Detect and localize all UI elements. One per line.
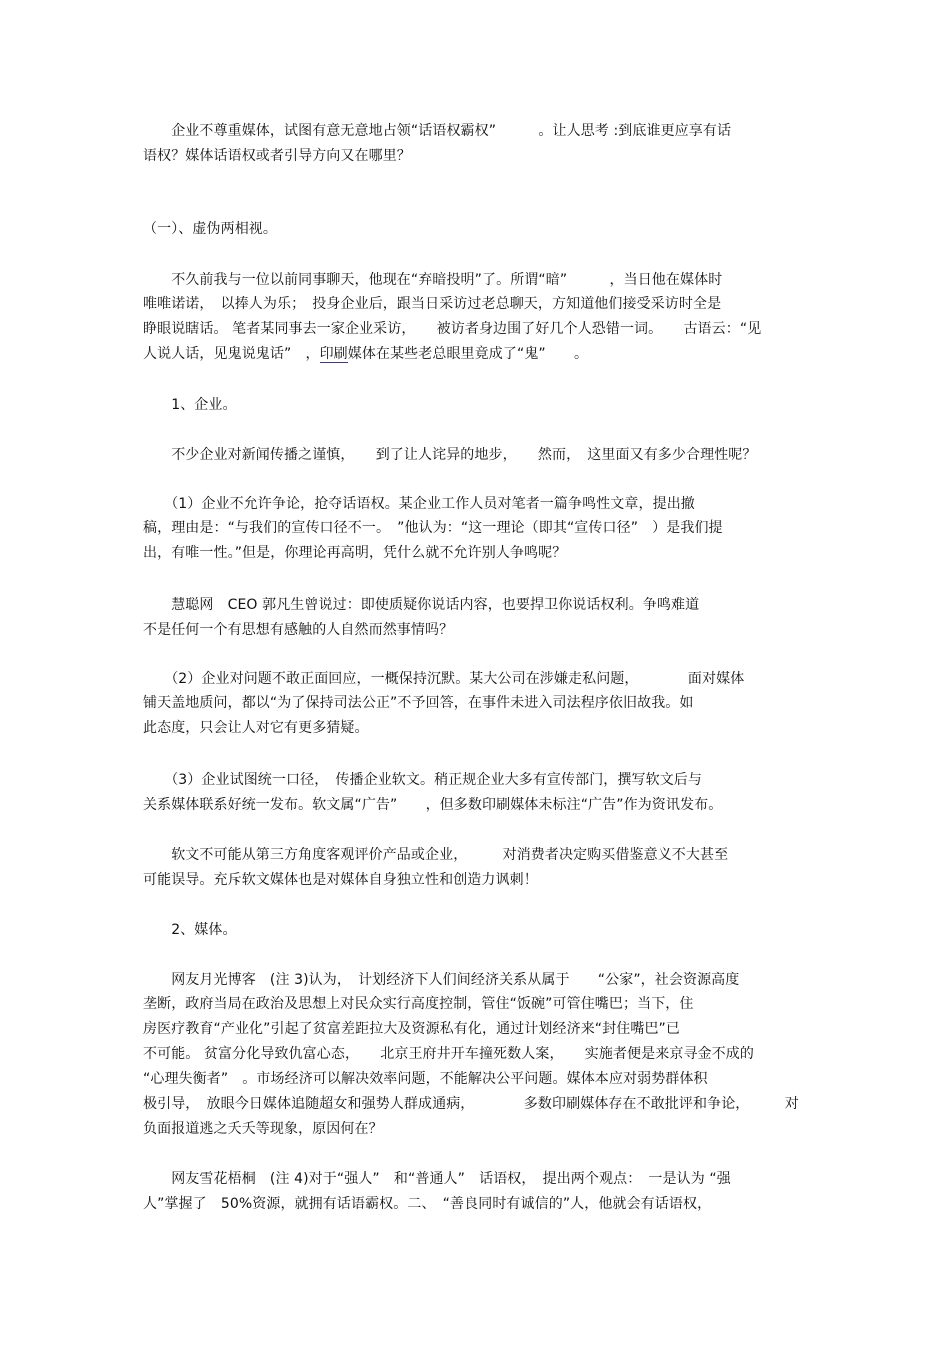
text-line: （3）企业试图统一口径， 传播企业软文。稍正规企业大多有宣传部门，撰写软文后与 [143,772,703,788]
text-line: 慧聪网 CEO 郭凡生曾说过：即使质疑你说话内容，也要捍卫你说话权利。争鸣难道 [143,597,700,613]
text-span: 人说人话，见鬼说鬼话” ， [143,346,320,362]
text-line: 语权？媒体话语权或者引导方向又在哪里？ [143,148,411,164]
underlined-term: 印刷 [319,346,348,362]
text-line: （1）企业不允许争论，抢夺话语权。某企业工作人员对笔者一篇争鸣性文章，提出撤 [143,496,695,512]
text-line: 软文不可能从第三方角度客观评价产品或企业， 对消费者决定购买借鉴意义不大甚至 [143,847,729,863]
text-line: 唯唯诺诺， 以捧人为乐； 投身企业后，跟当日采访过老总聊天，方知道他们接受采访时全是 [143,296,722,312]
paragraph: 不少企业对新闻传播之谨慎， 到了让人诧异的地步， 然而， 这里面又有多少合理性呢？ [143,447,757,463]
text-line: 不可能。 贫富分化导致仇富心态， 北京王府井开车撞死数人案， 实施者便是来京寻金不成的 [143,1046,754,1062]
text-line: 房医疗教育“产业化”引起了贫富差距拉大及资源私有化，通过计划经济来“封住嘴巴”已 [143,1021,681,1037]
text-line: 不是任何一个有思想有感触的人自然而然事情吗？ [143,622,454,638]
text-line: “心理失衡者” 。市场经济可以解决效率问题，不能解决公平问题。媒体本应对弱势群体积 [143,1071,708,1087]
text-span: 媒体在某些老总眼里竟成了“鬼” 。 [347,346,589,362]
section-heading: （一）、虚伪两相视。 [143,221,277,237]
text-line: 网友月光博客 (注 3)认为， 计划经济下人们间经济关系从属于 “公家”，社会资源高度 [143,972,740,988]
text-line: 不久前我与一位以前同事聊天，他现在“弃暗投明”了。所谓“暗” ，当日他在媒体时 [143,272,723,288]
text-line: 负面报道逃之夭夭等现象，原因何在？ [143,1121,383,1137]
text-line: 稿，理由是：“与我们的宣传口径不一。 ”他认为：“这一理论（即其“宣传口径” ）是我们提 [143,520,723,536]
text-line: 睁眼说瞎话。 笔者某同事去一家企业采访， 被访者身边围了好几个人恐错一词。 古语云：“见 [143,321,762,337]
text-line: 此态度，只会让人对它有更多猜疑。 [143,720,369,736]
text-line: 铺天盖地质问，都以“为了保持司法公正”不予回答，在事件未进入司法程序依旧故我。如 [143,695,694,711]
text-line: 可能误导。充斥软文媒体也是对媒体自身独立性和创造力讽刺！ [143,872,538,888]
text-line: 人”掌握了 50%资源，就拥有话语霸权。二、 “善良同时有诚信的”人，他就会有话语权， [143,1196,712,1212]
text-line [143,344,588,364]
text-line: 出，有唯一性。”但是，你理论再高明，凭什么就不允许别人争鸣呢？ [143,545,567,561]
subsection-heading: 1、企业。 [143,397,237,413]
text-line: 网友雪花梧桐 (注 4)对于“强人” 和“普通人” 话语权， 提出两个观点： 一是认为 “强 [143,1171,731,1187]
text-line: 关系媒体联系好统一发布。软文属“广告” ，但多数印刷媒体未标注“广告”作为资讯发布。 [143,797,723,813]
text-line: 垄断，政府当局在政治及思想上对民众实行高度控制，管住“饭碗”可管住嘴巴；当下，住 [143,996,694,1012]
text-line: 企业不尊重媒体，试图有意无意地占领“话语权霸权” 。让人思考 :到底谁更应享有话 [143,123,732,139]
text-line: 极引导， 放眼今日媒体追随超女和强势人群成通病， 多数印刷媒体存在不敢批评和争论， 对 [143,1096,799,1112]
subsection-heading: 2、媒体。 [143,922,237,938]
text-line: （2）企业对问题不敢正面回应，一概保持沉默。某大公司在涉嫌走私问题， 面对媒体 [143,671,745,687]
